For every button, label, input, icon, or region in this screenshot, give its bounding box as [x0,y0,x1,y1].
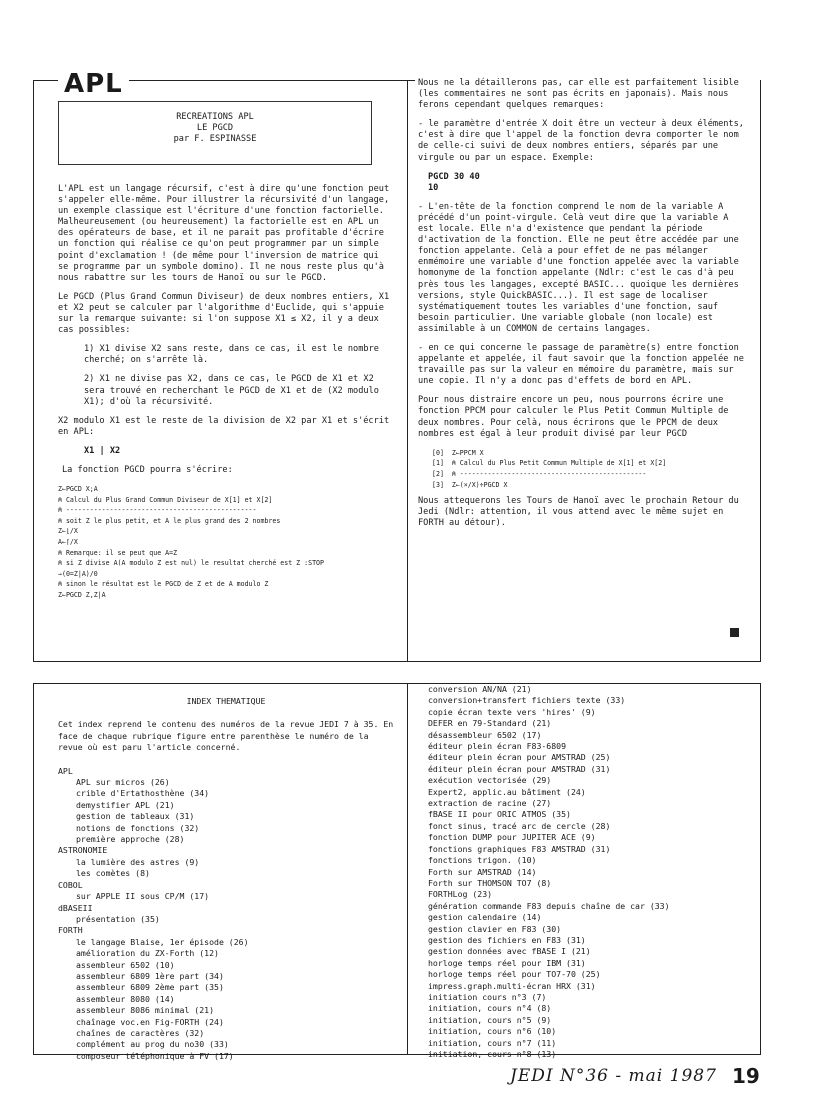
index-category: ASTRONOMIE [58,845,108,856]
index-entry: désassembleur 6502 (17) [428,729,542,740]
index-entry: éditeur plein écran pour AMSTRAD (31) [428,763,611,774]
index-entry: exécution vectorisée (29) [428,775,552,786]
index-entry: assembleur 6809 1ère part (34) [76,970,224,981]
index-entry: le langage Blaise, 1er épisode (26) [76,936,249,947]
index-entry: amélioration du ZX-Forth (12) [76,948,219,959]
modulo-paragraph: X2 modulo X1 est le reste de la division de X2 par X1 et s'écrit en APL: [58,415,395,437]
index-entry: initiation, cours n°6 (10) [428,1026,557,1037]
index-entry: fonctions trigon. (10) [428,855,537,866]
index-title: INDEX THEMATIQUE [186,696,266,706]
index-entry: fonct sinus, tracé arc de cercle (28) [428,820,611,831]
index-entry: chaînage voc.en Fig-FORTH (24) [76,1016,224,1027]
index-entry: fBASE II pour ORIC ATMOS (35) [428,809,571,820]
code-line: ⍝ soit Z le plus petit, et A le plus grand des 2 nombres [58,516,281,525]
index-category: APL [58,765,73,776]
index-category: dBASEII [58,902,93,913]
index-entry: gestion des fichiers en F83 (31) [428,934,586,945]
index-entry: sur APPLE II sous CP/M (17) [76,891,210,902]
index-entry: composeur téléphonique à FV (17) [76,1050,234,1061]
index-entry: fonction DUMP pour JUPITER ACE (9) [428,832,596,843]
article-subtitle: LE PGCD [196,123,234,133]
index-entry: les comètes (8) [76,868,150,879]
index-entry: complément au prog du no30 (33) [76,1039,229,1050]
example-code [428,172,748,194]
code-line: →(0=Z|A)/0 [58,569,98,578]
index-entry: initiation, cours n°4 (8) [428,1003,552,1014]
index-category: COBOL [58,879,83,890]
index-entry: demystifier APL (21) [76,799,175,810]
index-entry: initiation, cours n°8 (13) [428,1049,557,1059]
index-entry: initiation, cours n°5 (9) [428,1014,552,1025]
index-entry: génération commande F83 depuis chaîne de car (33) [428,900,670,911]
pgcd-intro: La fonction PGCD pourra s'écrire: [62,464,233,475]
code-line: ⍝ Remarque: il se peut que A=Z [58,548,178,557]
index-entry: fonctions graphiques F83 AMSTRAD (31) [428,843,611,854]
index-entry: première approche (28) [76,834,185,845]
ppcm-code-listing [432,448,748,490]
index-entry: Forth sur THOMSON TO7 (8) [428,877,552,888]
index-entry: horloge temps réel pour TO7-70 (25) [428,969,601,980]
index-entry: initiation cours n°3 (7) [428,991,547,1002]
index-entry: horloge temps réel pour IBM (31) [428,957,586,968]
index-entry: assembleur 8086 minimal (21) [76,1005,215,1016]
index-left-list [58,766,394,1063]
index-entry: gestion de tableaux (31) [76,811,195,822]
index-entry: initiation, cours n°7 (11) [428,1037,557,1048]
pgcd-paragraph: Le PGCD (Plus Grand Commun Diviseur) de deux nombres entiers, X1 et X2 peut se calculer par l'algorithme d'Euclide, qui s'appuie sur la remarque suivante: si l'on suppose X1 ≤ X2, il y a deux cas possibles: [58,291,395,336]
intro-paragraph: L'APL est un langage récursif, c'est à dire qu'une fonction peut s'appeler elle-même. Pour illustrer la récursivité d'un langage, un exemple classique est l'écriture d'une fonction factorielle. Malheureusement (ou heureusement) la factorielle est en APL un des opérateurs de base, et il ne parait pas profitable d'écrire un fonction qui réalise ce qu'on peut programmer par un simple point d'exclamation ! (de même pour l'inversion de matrice qui se programme par un symbole domino). Il ne nous reste plus qu'à nous rabattre sur les tours de Hanoï ou sur le PGCD. [58,184,395,283]
code-line: [1] ⍝ Calcul du Plus Petit Commun Multiple de X[1] et X[2] [432,459,667,468]
code-line: ⍝ sinon le résultat est le PGCD de Z et de A modulo Z [58,580,269,589]
index-entry: éditeur plein écran F83-6809 [428,741,567,752]
index-entry: gestion données avec fBASE I (21) [428,946,591,957]
right-paragraph: Nous ne la détaillerons pas, car elle est parfaitement lisible (les commentaires ne sont pas écrits en japonais). Mais nous ferons cependant quelques remarques: [418,78,744,111]
index-entry: gestion clavier en F83 (30) [428,923,562,934]
index-entry: notions de fonctions (32) [76,822,200,833]
index-right-list [428,684,758,1060]
code-line: ⍝ ------------------------------------------------ [58,506,257,515]
index-entry: éditeur plein écran pour AMSTRAD (25) [428,752,611,763]
apl-right-column [418,78,748,537]
index-entry: FORTHLog (23) [428,889,493,900]
code-line: Z←PGCD X;A [58,485,98,494]
index-category: FORTH [58,925,83,936]
index-right-column [428,684,758,1060]
index-column-divider [407,683,408,1055]
index-entry: gestion calendaire (14) [428,912,542,923]
index-entry: assembleur 6809 2ème part (35) [76,982,224,993]
index-intro: Cet index reprend le contenu des numéros de la revue JEDI 7 à 35. En face de chaque rubrique figure entre parenthèse le numéro de la revue où est paru l'article concerné. [58,719,399,753]
case-one: 1) X1 divise X2 sans reste, dans ce cas, il est le nombre cherché; on s'arrête là. [84,344,385,366]
apl-heading: APL [58,69,129,99]
code-line: [2] ⍝ ----------------------------------------------- [432,469,647,478]
code-line: [3] Z←(×/X)÷PGCD X [432,480,508,489]
right-paragraph: - L'en-tête de la fonction comprend le nom de la variable A précédé d'un point-virgule. Celà veut dire que la variable A est locale. Elle n'a d'existence que pendant la période d'activation de la fonction. Elle ne peut être accédée par une fonction appelante. Celà a pour effet de ne pas mélanger enmémoire une variable d'une fonction appelée avec la variable homonyme de la fonction appelante (Ndlr: c'est le cas d'à peu près tous les langages, excepté BASIC... quoique les dernières versions, style QuickBASIC...). Il est sage de localiser systématiquement toutes les variables d'une fonction, sauf besoin particulier. Une variable globale (non locale) est assimilable à un COMMON de certains langages. [418,201,744,334]
footer-issue: JEDI N°36 - mai 1987 [510,1066,717,1086]
index-left-column [58,696,399,1062]
end-of-article-mark [730,628,739,637]
closing-paragraph: Nous attequerons les Tours de Hanoï avec le prochain Retour du Jedi (Ndlr: attention, il vous attend avec le même sujet en FORTH au détour). [418,496,744,529]
example-line: PGCD 30 40 [428,171,480,182]
index-entry: assembleur 8080 (14) [76,993,175,1004]
index-entry: conversion+transfert fichiers texte (33) [428,695,626,706]
page-number: 19 [732,1064,760,1088]
index-entry: la lumière des astres (9) [76,856,200,867]
article-author: par F. ESPINASSE [173,134,257,144]
modulo-code: X1 | X2 [84,445,121,456]
code-line: Z←PGCD Z,Z|A [58,591,106,599]
example-line: 10 [428,182,439,193]
index-entry: conversion AN/NA (21) [428,684,532,694]
code-line: [0] Z←PPCM X [432,448,484,457]
apl-column-divider [407,80,408,662]
code-line: Z←⌊/X [58,527,78,536]
index-entry: chaînes de caractères (32) [76,1027,205,1038]
case-two: 2) X1 ne divise pas X2, dans ce cas, le PGCD de X1 et X2 sera trouvé en recherchant le PGCD de X1 et de (X2 modulo X1); d'où la récursivité. [84,374,385,407]
index-entry: assembleur 6502 (10) [76,959,175,970]
index-entry: APL sur micros (26) [76,777,170,788]
index-entry: Expert2, applic.au bâtiment (24) [428,786,586,797]
right-paragraph: - en ce qui concerne le passage de paramètre(s) entre fonction appelante et appelée, il faut savoir que la fonction appelée ne travaille pas sur la valeur en mémoire du paramètre, mais sur une copie. Il n'y a donc pas d'effets de bord en APL. [418,342,750,387]
right-paragraph: - le paramètre d'entrée X doit être un vecteur à deux éléments, c'est à dire que l'appel de la fonction devra comporter le nom de celle-ci suivi de deux nombres entiers, séparés par une virgule ou par un espace. Exemple: [418,119,750,163]
index-entry: présentation (35) [76,913,160,924]
index-entry: crible d'Ertathosthène (34) [76,788,210,799]
code-line: ⍝ Calcul du Plus Grand Commun Diviseur de X[1] et X[2] [58,495,273,504]
code-line: ⍝ si Z divise A(A modulo Z est nul) le resultat cherché est Z :STOP [58,559,324,568]
article-title: RECREATIONS APL [176,112,254,122]
index-entry: DEFER en 79-Standard (21) [428,718,552,729]
pgcd-code-listing [58,484,394,601]
index-entry: copie écran texte vers 'hires' (9) [428,706,596,717]
right-paragraph: Pour nous distraire encore un peu, nous pourrons écrire une fonction PPCM pour calculer le Plus Petit Commun Multiple de deux nombres. Pour celà, nous écrirons que le PPCM de deux nombres est égal à leur produit divisé par leur PGCD [418,395,734,439]
article-title-box [58,101,372,165]
index-entry: impress.graph.multi-écran HRX (31) [428,980,596,991]
index-entry: extraction de racine (27) [428,798,552,809]
code-line: A←⌈/X [58,538,78,547]
index-entry: Forth sur AMSTRAD (14) [428,866,537,877]
apl-left-column [58,184,394,607]
